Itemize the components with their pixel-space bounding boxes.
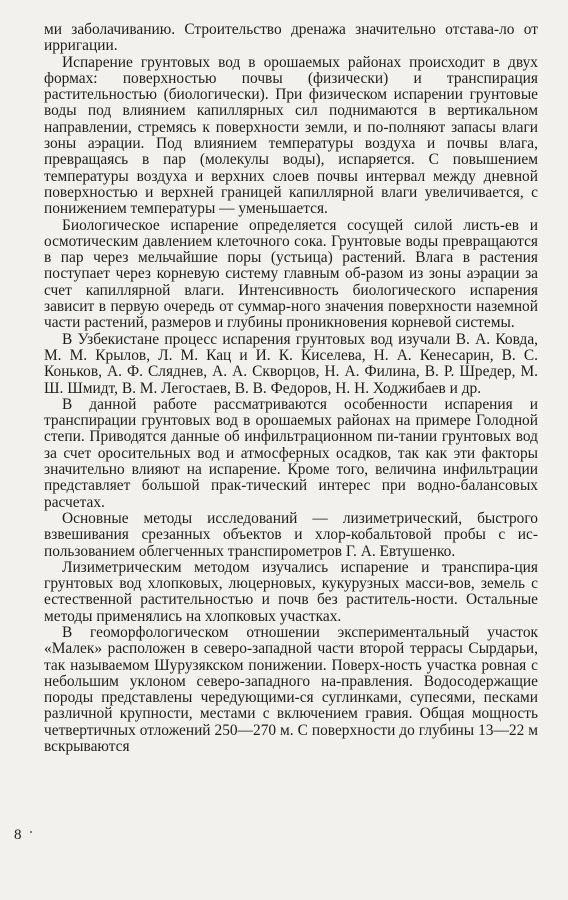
paragraph-geomorphology: В геоморфологическом отношении экспериментальный участок «Малек» расположен в северо-западной части второй террасы Сырдарьи, так называемом Шурузякском понижении. Поверх-ность участка ровная с небольшим уклоном северо-западного на-правления. Водосодержащие породы представлены чередующими-ся суглинками, супесями, песками различной крупности, местами с включением гравия. Общая мощность четвертичных отложений 250—270 м. С поверхности до глубины 13—22 м вскрываются bbox=[44, 623, 538, 756]
paragraph-researchers: В Узбекистане процесс испарения грунтовых вод изучали В. А. Ковда, М. М. Крылов, Л. М. Кац и И. К. Киселева, Н. А. Кенесарин, В. С. Коньков, А. Ф. Сляднев, А. А. Скворцов, Н. А. Филина, В. Р. Шредер, М. Ш. Шмидт, В. М. Легостаев, В. В. Федоров, Н. Н. Ходжибаев и др. bbox=[44, 330, 538, 397]
print-speck bbox=[30, 831, 32, 833]
paragraph-continuation: ми заболачиванию. Строительство дренажа значительно отстава-ло от ирригации. bbox=[44, 21, 538, 55]
paragraph-biological-evaporation: Биологическое испарение определяется сосущей силой листь-ев и осмотическим давлением клеточного сока. Грунтовые воды превращаются в пар через мельчайшие поры (устьица) растений. Влага в растения поступает через корневую систему главным об-разом из зоны аэрации за счет капиллярной влаги. Интенсивность биологического испарения зависит в первую очередь от суммар-ного значения поверхности наземной части растений, размеров и глубины проникновения корневой системы. bbox=[44, 216, 538, 332]
paragraph-this-work: В данной работе рассматриваются особенности испарения и транспирации грунтовых вод в орошаемых районах на примере Голодной степи. Приводятся данные об инфильтрационном пи-тании грунтовых вод за счет оросительных вод и атмосферных осадков, так как эти факторы значительно влияют на испарение. Кроме того, величина инфильтрации представляет большой прак-тический интерес при водно-балансовых расчетах. bbox=[44, 395, 538, 511]
body-text bbox=[44, 22, 538, 755]
paragraph-evaporation-forms: Испарение грунтовых вод в орошаемых районах происходит в двух формах: поверхностью почвы (физически) и транспирация растительностью (биологически). При физическом испарении грунтовые воды под влиянием капиллярных сил поднимаются в вертикальном направлении, стремясь к поверхности земли, и по-полняют запасы влаги зоны аэрации. Под влиянием температуры воздуха и почвы влага, превращаясь в пар (молекулы воды), испаряется. С повышением температуры воздуха и верхних слоев почвы интервал между дневной поверхностью и верхней границей капиллярной влаги увеличивается, с понижением температуры — уменьшается. bbox=[44, 53, 538, 218]
page-number: 8 bbox=[14, 827, 22, 843]
paragraph-methods: Основные методы исследований — лизиметрический, быстрого взвешивания срезанных объектов и хлор-кобальтовой пробы с ис-пользованием облегченных транспирометров Г. А. Евтушенко. bbox=[44, 509, 538, 560]
paragraph-lysimeter: Лизиметрическим методом изучались испарение и транспира-ция грунтовых вод хлопковых, люцерновых, кукурузных масси-вов, земель с естественной растительностью и почв без раститель-ности. Остальные методы применялись на хлопковых участках. bbox=[44, 558, 538, 625]
